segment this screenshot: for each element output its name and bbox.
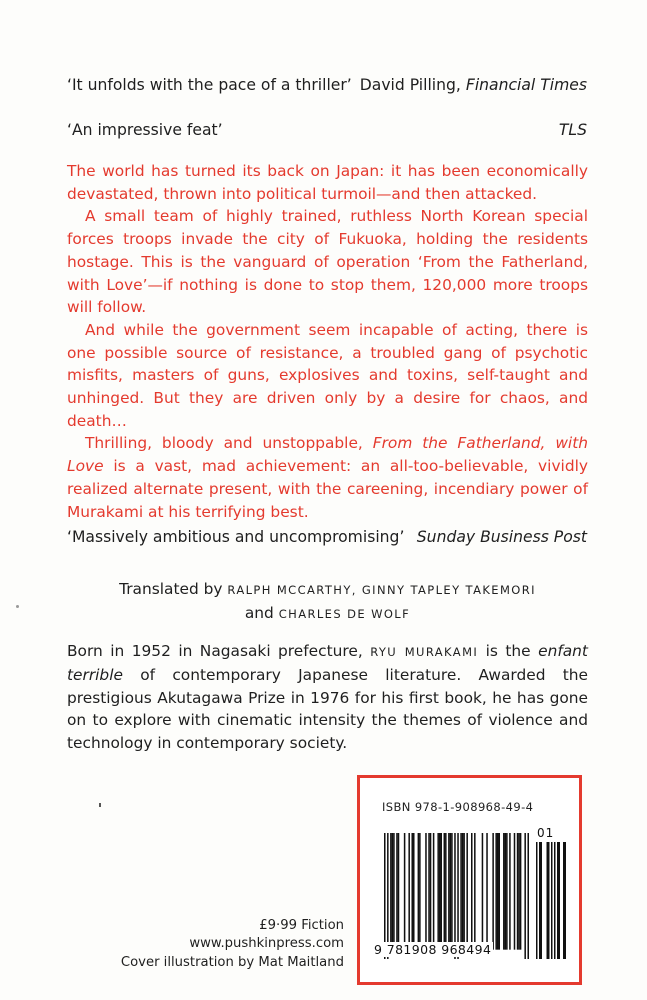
barcode-bar <box>498 833 500 950</box>
barcode-bar <box>392 833 394 950</box>
barcode-bar <box>418 833 420 950</box>
barcode-bar <box>408 833 410 950</box>
review-quote-financial-times <box>67 75 587 95</box>
barcode-bar <box>495 833 497 950</box>
price-code: 01 <box>537 826 555 840</box>
supplement-bar <box>548 842 550 959</box>
supplement-bar <box>536 842 538 959</box>
barcode-bar <box>497 833 499 950</box>
quote-author: David Pilling, <box>359 76 461 94</box>
barcode-bar <box>413 833 415 950</box>
barcode-bar <box>430 833 432 950</box>
bio-paragraph <box>67 640 588 755</box>
quote-publication: Financial Times <box>465 76 587 94</box>
print-mark <box>99 803 101 807</box>
quote-text: ‘Massively ambitious and uncompromising’ <box>67 528 405 546</box>
synopsis-paragraph: A small team of highly trained, ruthless North Korean special forces troops invade the city of Fukuoka, holding the residents hostage. This is the vanguard of operation ‘From the Fatherland, with Love’—if nothing is done to stop them, 120,000 more troops will follow. <box>67 207 588 317</box>
barcode-bar <box>514 833 516 950</box>
print-speck <box>16 605 19 608</box>
barcode-bar <box>428 833 430 950</box>
barcode-bar <box>411 833 413 950</box>
translated-by-label: Translated by <box>119 580 223 598</box>
barcode-bar <box>404 833 406 950</box>
barcode-bar <box>433 833 435 950</box>
bio-text: of contemporary Japanese literature. Awarded the prestigious Akutagawa Prize in 1976 for his first book, he has gone on to explore with cinematic intensity the themes of violence and technology in contemporary society. <box>67 665 588 753</box>
barcode-bar <box>466 833 468 950</box>
barcode-bar <box>462 833 464 950</box>
barcode-bar <box>474 833 476 950</box>
barcode-bar <box>518 833 520 950</box>
translator-names: CHARLES DE WOLF <box>278 607 411 621</box>
barcode-bar <box>509 833 511 950</box>
supplement-bar <box>559 842 561 959</box>
review-quote-tls <box>67 120 587 140</box>
supplement-barcode <box>536 842 566 959</box>
synopsis-paragraph: And while the government seem incapable of acting, there is one possible source of resistance, a troubled gang of psychotic misfits, masters of guns, explosives and toxins, self-taught and unhinged. But they are driven only by a desire for chaos, and death… <box>67 320 588 430</box>
review-quote-sunday-business-post <box>67 527 587 547</box>
supplement-bar <box>565 842 567 959</box>
bio-phrase: enfant terrible <box>67 642 588 684</box>
quote-text: ‘An impressive feat’ <box>67 121 223 139</box>
imprint-block <box>121 917 344 972</box>
barcode-bar <box>454 833 456 959</box>
synopsis-blurb <box>67 160 588 523</box>
and-label: and <box>244 604 274 622</box>
barcode-bar <box>425 833 427 950</box>
barcode-bar <box>527 833 529 959</box>
barcode-bar <box>419 833 421 950</box>
isbn-label: ISBN 978-1-908968-49-4 <box>382 800 534 814</box>
price-category: £9·99 Fiction <box>259 918 344 933</box>
barcode-bar <box>506 833 508 950</box>
translator-names: RALPH MCCARTHY, GINNY TAPLEY TAKEMORI <box>227 583 536 597</box>
translator-line <box>67 602 588 626</box>
translator-credit <box>67 578 588 626</box>
ean-digits: 9 781908 968494 <box>374 942 492 957</box>
barcode-bar <box>451 833 453 950</box>
barcode-bar <box>505 833 507 950</box>
supplement-bar <box>539 842 541 959</box>
barcode-bar <box>444 833 446 950</box>
barcode-bar <box>445 833 447 950</box>
barcode-bar <box>520 833 522 950</box>
quote-source <box>360 75 587 95</box>
bio-text: Born in 1952 in Nagasaki prefecture, <box>67 642 363 660</box>
quote-text: ‘It unfolds with the pace of a thriller’ <box>67 76 352 94</box>
barcode-bar <box>471 833 473 950</box>
barcode-bar <box>440 833 442 950</box>
supplement-bar <box>557 842 559 959</box>
barcode-bar <box>450 833 452 950</box>
synopsis-text: is a vast, mad achievement: an all-too-believable, vividly realized alternate present, with the careening, incendiary power of Murakami at his terrifying best. <box>67 457 588 521</box>
barcode-bar <box>393 833 395 950</box>
barcode-bar <box>398 833 400 950</box>
synopsis-paragraph: The world has turned its back on Japan: it has been economically devastated, thrown into political turmoil—and then attacked. <box>67 162 588 203</box>
barcode-box <box>357 775 582 985</box>
supplement-bar <box>554 842 556 959</box>
translator-line <box>67 578 588 602</box>
supplement-bar <box>547 842 549 959</box>
barcode-bar <box>437 833 439 950</box>
quote-publication: Sunday Business Post <box>416 528 587 546</box>
barcode-bar <box>482 833 484 950</box>
bio-text: is the <box>485 642 531 660</box>
barcode-bar <box>448 833 450 950</box>
author-bio <box>67 640 588 755</box>
barcode-bar <box>463 833 465 950</box>
publisher-website: www.pushkinpress.com <box>189 936 344 952</box>
ean13-barcode <box>384 833 529 959</box>
supplement-bar <box>563 842 565 959</box>
barcode-bar <box>457 833 459 959</box>
barcode-bar <box>396 833 398 950</box>
barcode-bar <box>503 833 505 950</box>
synopsis-text: Thrilling, bloody and unstoppable, <box>85 434 363 453</box>
barcode-bar <box>390 833 392 950</box>
barcode-bar <box>492 833 494 950</box>
barcode-bar <box>517 833 519 950</box>
supplement-bar <box>541 842 543 959</box>
author-name: RYU MURAKAMI <box>370 645 479 659</box>
supplement-bar <box>551 842 553 959</box>
barcode-bar <box>384 833 386 959</box>
barcode-bar <box>387 833 389 959</box>
cover-credit: Cover illustration by Mat Maitland <box>120 954 344 970</box>
quote-publication: TLS <box>558 121 587 139</box>
synopsis-paragraph <box>67 432 588 523</box>
barcode-bar <box>524 833 526 959</box>
barcode-bar <box>439 833 441 950</box>
book-title: From the Fatherland, with Love <box>67 434 588 476</box>
barcode-bar <box>486 833 488 950</box>
barcode-bar <box>460 833 462 950</box>
